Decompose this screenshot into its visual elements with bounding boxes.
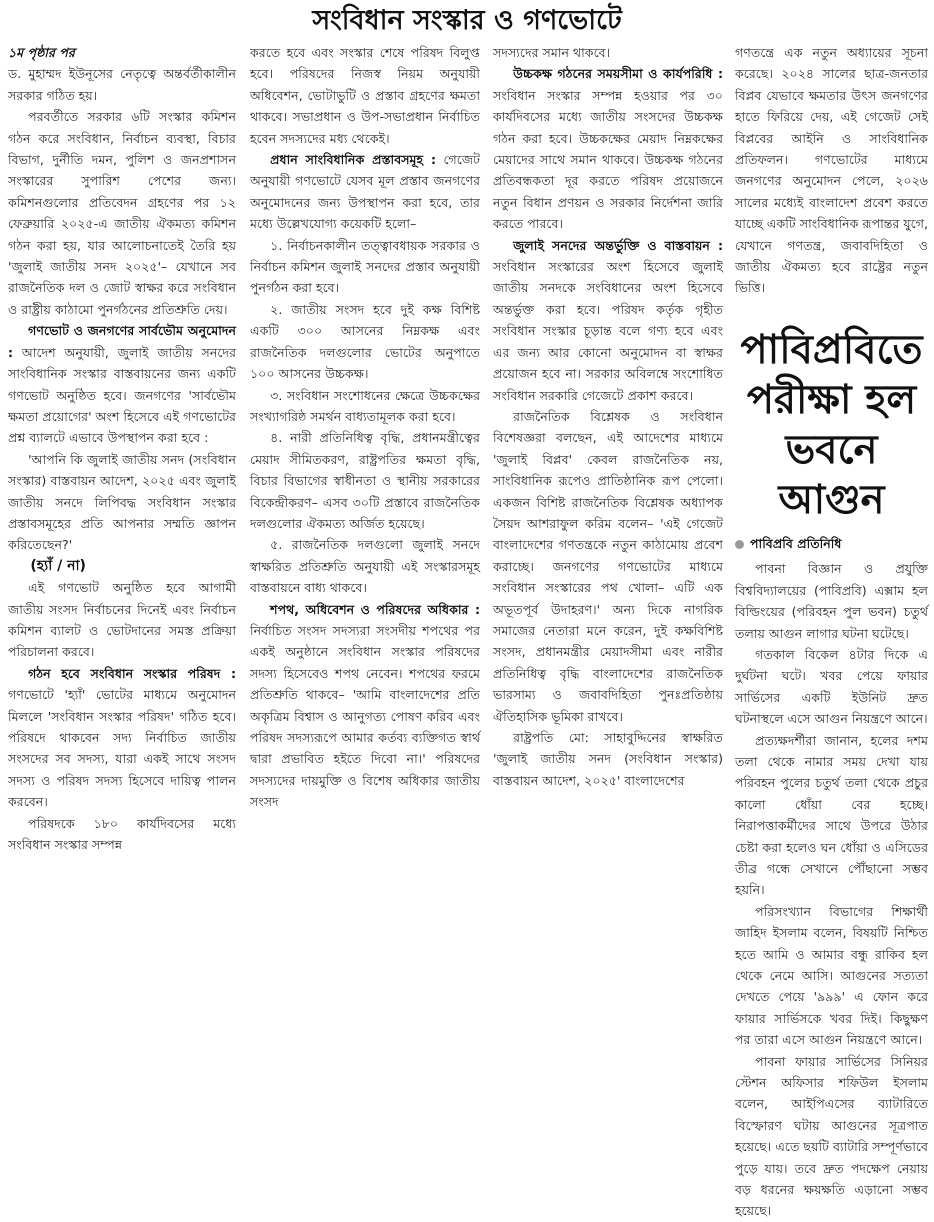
- paragraph: [250, 599, 480, 813]
- column-3: [493, 42, 723, 791]
- subheading: শপথ, অধিবেশন ও পরিষদের অধিকার :: [270, 601, 480, 617]
- paragraph: এই গণভোট অনুষ্ঠিত হবে আগামী জাতীয় সংসদ নির্বাচনের দিনেই এবং নির্বাচন কমিশন ব্যালট ও ভোটদানের সমস্ত প্রক্রিয়া পরিচালনা করবে।: [8, 580, 236, 660]
- paragraph: সদস্যদের সমান থাকবে।: [493, 45, 611, 60]
- subheading: উচ্চকক্ষ গঠনের সময়সীমা ও কার্যপরিধি :: [513, 66, 723, 82]
- paragraph-text: আদেশ অনুযায়ী, জুলাই জাতীয় সনদের সাংবিধানিক সংস্কার বাস্তবায়নের জন্য একটি গণভোট অনুষ্ঠিত হবে। জনগণের 'সার্বভৌম ক্ষমতা প্রয়োগের' অংশ হিসেবে এই গণভোটের প্রশ্ন ব্যালটে এভাবে উপস্থাপন করা হবে :: [8, 344, 236, 446]
- subheading: গণভোট ও জনগণের সার্বভৌম অনুমোদন :: [8, 323, 236, 360]
- paragraph: [8, 663, 236, 813]
- paragraph-text: সংবিধান সংস্কার সম্পন্ন হওয়ার পর ৩০ কার্যদিবসের মধ্যে জাতীয় সংসদের উচ্চকক্ষ গঠন করা হবে। উচ্চকক্ষের মেয়াদ নিম্নকক্ষের মেয়াদের সাথে সমান থাকবে। উচ্চকক্ষ গঠনের প্রতিবন্ধকতা দূর করতে পরিষদ প্রয়োজনে নতুন বিধান প্রণয়ন ও সরকার নির্দেশনা জারি করতে পারবে।: [493, 87, 723, 232]
- continued-from-label: ১ম পৃষ্ঠার পর: [8, 45, 75, 60]
- paragraph: পাবনা ফায়ার সার্ভিসের সিনিয়র স্টেশন অফিসার শফিউল ইসলাম বলেন, আইপিএসের ব্যাটারিতে বিস্ফোরণ ঘটায় আগুনের সূত্রপাত হয়েছে। এতে ছয়টি ব্যাটারি সম্পূর্ণভাবে পুড়ে যায়। তবে দ্রুত পদক্ষেপ নেয়ায় বড় ধরনের ক্ষয়ক্ষতি এড়ানো সম্ভব হয়েছে।: [735, 1053, 928, 1219]
- paragraph: পরিষদকে ১৮০ কার্যদিবসের মধ্যে সংবিধান সংস্কার সম্পন্ন: [8, 815, 236, 853]
- paragraph: পরবর্তীতে সরকার ৬টি সংস্কার কমিশন গঠন করে সংবিধান, নির্বাচন ব্যবস্থা, বিচার বিভাগ, দুর্নীতি দমন, পুলিশ ও জনপ্রশাসন সংস্কারের সুপারিশ পেশের জন্য। কমিশনগুলোর প্রতিবেদন গ্রহণের পর ১২ ফেব্রুয়ারি ২০২৫-এ জাতীয় ঐকমত্য কমিশন গঠন করা হয়, যার আলোচনাতেই তৈরি হয় 'জুলাই জাতীয় সনদ ২০২৫'– যেখানে সব রাজনৈতিক দল ও জোট স্বাক্ষর করে সংবিধান ও রাষ্ট্রীয় কাঠামো পুনর্গঠনের প্রতিশ্রুতি দেয়।: [8, 109, 236, 317]
- list-item: ৫. রাজনৈতিক দলগুলো জুলাই সনদে স্বাক্ষরিত প্রতিশ্রুতি অনুযায়ী এই সংস্কারসমূহ বাস্তবায়নে বাধ্য থাকবে।: [250, 537, 480, 596]
- paragraph: [493, 63, 723, 234]
- list-item: ৩. সংবিধান সংশোধনের ক্ষেত্রে উচ্চকক্ষের সংখ্যাগরিষ্ঠ সমর্থন বাধ্যতামূলক করা হবে।: [250, 387, 480, 424]
- bullet-icon: [735, 540, 744, 549]
- article-headline: সংবিধান সংস্কার ও গণভোটে: [312, 5, 622, 36]
- column-4: [735, 42, 928, 1222]
- paragraph: ড. মুহাম্মদ ইউনূসের নেতৃত্বে অন্তর্বর্তীকালীন সরকার গঠিত হয়।: [8, 66, 236, 103]
- column-2: [250, 42, 480, 813]
- ballot-options: (হ্যাঁ / না): [30, 557, 86, 574]
- subheading: জুলাই সনদের অন্তর্ভুক্তি ও বাস্তবায়ন :: [513, 237, 723, 253]
- byline: [735, 533, 928, 554]
- paragraph: করতে হবে এবং সংস্কার শেষে পরিষদ বিলুপ্ত হবে। পরিষদের নিজস্ব নিয়ম অনুযায়ী অধিবেশন, ভোটাভুটি ও প্রস্তাব গ্রহণের ক্ষমতা থাকবে। সভাপ্রধান ও উপ-সভাপ্রধান নির্বাচিত হবেন সদস্যদের মধ্য থেকেই।: [250, 45, 480, 146]
- paragraph-text: সংবিধান সংস্কারের অংশ হিসেবে জুলাই জাতীয় সনদকে সংবিধানের অংশ হিসেবে অন্তর্ভুক্ত করা হবে। পরিষদ কর্তৃক গৃহীত সংবিধান সংস্কার চূড়ান্ত বলে গণ্য হবে এবং এর জন্য আর কোনো অনুমোদন বা স্বাক্ষর প্রয়োজন হবে না। সরকার অবিলম্বে সংশোধিত সংবিধান সরকারি গেজেটে প্রকাশ করবে।: [493, 259, 723, 403]
- subheading: গঠন হবে সংবিধান সংস্কার পরিষদ :: [28, 665, 236, 681]
- paragraph-text: গণভোটে 'হ্যাঁ' ভোটের মাধ্যমে অনুমোদন মিললে 'সংবিধান সংস্কার পরিষদ' গঠিত হবে। পরিষদে থাকবেন সদ্য নির্বাচিত জাতীয় সংসদের সব সদস্য, যারা একই সাথে সংসদ সদস্য ও পরিষদ সদস্য হিসেবে দায়িত্ব পালন করবেন।: [8, 687, 236, 810]
- paragraph: [250, 149, 480, 235]
- paragraph: রাষ্ট্রপতি মো: সাহাবুদ্দিনের স্বাক্ষরিত 'জুলাই জাতীয় সনদ (সংবিধান সংস্কার) বাস্তবায়ন আদেশ, ২০২৫' বাংলাদেশের: [493, 730, 723, 788]
- subheading: প্রধান সাংবিধানিক প্রস্তাবসমূহ :: [270, 152, 436, 168]
- paragraph-text: গেজেট অনুযায়ী গণভোটে যেসব মূল প্রস্তাব জনগণের অনুমোদনের জন্য উপস্থাপন করা হবে, তার মধ্যে উল্লেখযোগ্য কয়েকটি হলো–: [250, 152, 480, 232]
- paragraph: গতকাল বিকেল ৪টার দিকে এ দুর্ঘটনা ঘটে। খবর পেয়ে ফায়ার সার্ভিসের একটি ইউনিট দ্রুত ঘটনাস্থলে এসে আগুন নিয়ন্ত্রণে আনে।: [735, 646, 928, 727]
- paragraph: রাজনৈতিক বিশ্লেষক ও সংবিধান বিশেষজ্ঞরা বলছেন, এই আদেশের মাধ্যমে 'জুলাই বিপ্লব' কেবল রাজনৈতিক নয়, সাংবিধানিক রূপেও প্রাতিষ্ঠানিক রূপ পেলো। একজন বিশিষ্ট রাজনৈতিক বিশ্লেষক অধ্যাপক সৈয়দ আশরাফুল করিম বলেন– 'এই গেজেট বাংলাদেশের গণতন্ত্রকে নতুন কাঠামোয় প্রবেশ করাচ্ছে। জনগণের গণভোটের মাধ্যমে সংবিধান সংস্কারের পথ খোলা– এটি এক অভূতপূর্ব উদাহরণ।' অন্য দিকে নাগরিক সমাজের নেতারা মনে করেন, দুই কক্ষবিশিষ্ট সংসদ, প্রধানমন্ত্রীর মেয়াদসীমা এবং নারীর প্রতিনিধিত্ব বৃদ্ধি বাংলাদেশের রাজনৈতিক ভারসাম্য ও জবাবদিহিতা পুনঃপ্রতিষ্ঠায় ঐতিহাসিক ভূমিকা রাখবে।: [493, 408, 723, 724]
- list-item: ১. নির্বাচনকালীন তত্ত্বাবধায়ক সরকার ও নির্বাচন কমিশন জুলাই সনদের প্রস্তাব অনুযায়ী পুনর্গঠন করা হবে।: [250, 237, 480, 296]
- paragraph: [493, 235, 723, 406]
- paragraph: প্রত্যক্ষদর্শীরা জানান, হলের দশম তলা থেকে নামার সময় দেখা যায় পরিবহন পুলের চতুর্থ তলা থেকে প্রচুর কালো ধোঁয়া বের হচ্ছে। নিরাপত্তাকর্মীদের সাথে উপরে উঠার চেষ্টা করা হলেও ঘন ধোঁয়া ও এসিডের তীব্র গন্ধে সেখানে পৌঁছানো সম্ভব হয়নি।: [735, 732, 928, 898]
- paragraph-text: নির্বাচিত সংসদ সদস্যরা সংসদীয় শপথের পর একই অনুষ্ঠানে সংবিধান সংস্কার পরিষদের সদস্য হিসেবেও শপথ নেবেন। শপথের ফরমে প্রতিশ্রুতি থাকবে– 'আমি বাংলাদেশের প্রতি অকৃত্রিম বিশ্বাস ও আনুগত্য পোষণ করিব এবং পরিষদ সদস্যরূপে আমার কর্তব্য ব্যক্তিগত স্বার্থ দ্বারা প্রভাবিত হইতে দিবো না।' পরিষদের সদস্যদের দায়মুক্তি ও বিশেষ অধিকার জাতীয় সংসদ: [250, 622, 480, 810]
- paragraph: পাবনা বিজ্ঞান ও প্রযুক্তি বিশ্ববিদ্যালয়ের (পাবিপ্রবি) এক্সাম হল বিল্ডিংয়ের (পরিবহন পুল ভবন) চতুর্থ তলায় আগুন লাগার ঘটনা ঘটেছে।: [735, 561, 928, 641]
- list-item: ২. জাতীয় সংসদ হবে দুই কক্ষ বিশিষ্ট একটি ৩০০ আসনের নিম্নকক্ষ এবং রাজনৈতিক দলগুলোর ভোটের অনুপাতে ১০০ আসনের উচ্চকক্ষ।: [250, 301, 480, 382]
- ballot-question: 'আপনি কি জুলাই জাতীয় সনদ (সংবিধান সংস্কার) বাস্তবায়ন আদেশ, ২০২৫ এবং জুলাই জাতীয় সনদে লিপিবদ্ধ সংবিধান সংস্কার প্রস্তাবসমূহের প্রতি আপনার সম্মতি জ্ঞাপন করিতেছেন?': [8, 451, 236, 553]
- list-item: ৪. নারী প্রতিনিধিত্ব বৃদ্ধি, প্রধানমন্ত্রীত্বের মেয়াদ সীমিতকরণ, রাষ্ট্রপতির ক্ষমতা বৃদ্ধি, বিচার বিভাগের স্বাধীনতা ও স্থানীয় সরকারের বিকেন্দ্রীকরণ– এসব ৩০টি প্রস্তাবে রাজনৈতিক দলগুলোর ঐকমত্য অর্জিত হয়েছে।: [250, 430, 480, 531]
- paragraph: পরিসংখ্যান বিভাগের শিক্ষার্থী জাহিদ ইসলাম বলেন, বিষয়টি নিশ্চিত হতে আমি ও আমার বন্ধু রাকিব হল থেকে নেমে আসি। আগুনের সত্যতা দেখতে পেয়ে '৯৯৯' এ ফোন করে ফায়ার সার্ভিসকে খবর দিই। কিছুক্ষণ পর তারা এসে আগুন নিয়ন্ত্রণে আনে।: [735, 903, 928, 1048]
- story-headline: পাবিপ্রবিতে পরীক্ষা হল ভবনে আগুন: [740, 326, 923, 523]
- column-1: [8, 42, 236, 855]
- byline-text: পাবিপ্রবি প্রতিনিধি: [750, 535, 842, 551]
- paragraph: গণতন্ত্রে এক নতুন অধ্যায়ের সূচনা করেছে। ২০২৪ সালের ছাত্র-জনতার বিপ্লব যেভাবে ক্ষমতার উৎস জনগণের হাতে ফিরিয়ে দেয়, এই গেজেট সেই বিপ্লবের আইনি ও সাংবিধানিক প্রতিফলন। গণভোটের মাধ্যমে জনগণের অনুমোদন পেলে, ২০২৬ সালের মধ্যেই বাংলাদেশ প্রবেশ করতে যাচ্ছে একটি সাংবিধানিক রূপান্তর যুগে, যেখানে গণতন্ত্র, জবাবদিহিতা ও জাতীয় ঐকমত্য হবে রাষ্ট্রের নতুন ভিত্তি।: [735, 45, 928, 296]
- paragraph: [8, 320, 236, 448]
